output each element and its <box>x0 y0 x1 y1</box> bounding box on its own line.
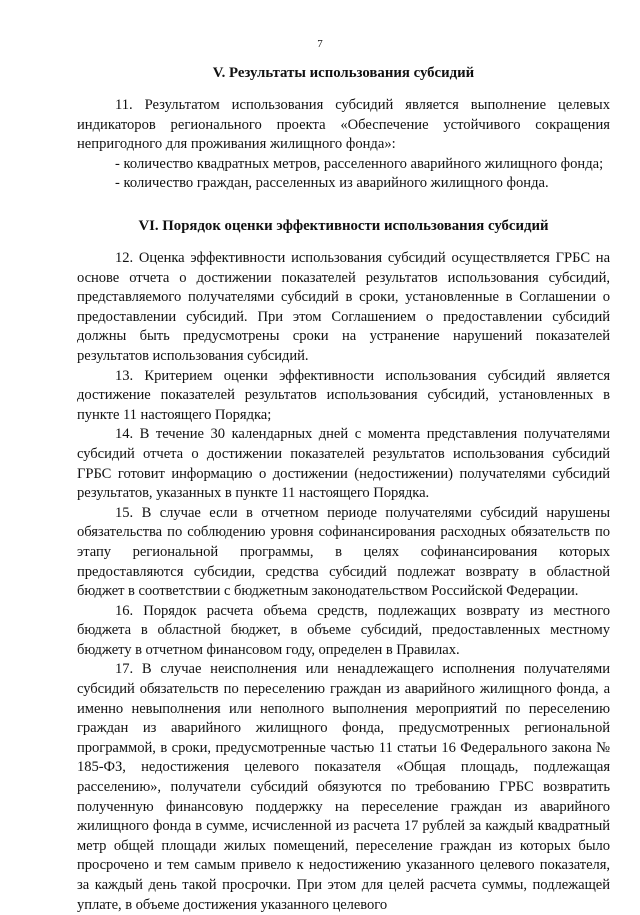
paragraph-14: 14. В течение 30 календарных дней с момента представления получателями субсидий отчета о достижении показателей результатов использования субсидий ГРБС готовит информацию о достижении (недостижении) получателями субсидий результатов, указанных в пункте 11 настоящего Порядка. <box>77 426 610 502</box>
list-item-square-meters: - количество квадратных метров, расселенного аварийного жилищного фонда; <box>115 155 604 172</box>
paragraph-17: 17. В случае неисполнения или ненадлежащего исполнения получателями субсидий обязательств по переселению граждан из аварийного жилищного фонда, а именно невыполнения или неполного выполнения мероприятий по переселению граждан из аварийного жилищного фонда, предусмотренных региональной программой, в сроки, предусмотренные частью 11 статьи 16 Федерального закона № 185-ФЗ, недостижения целевого показателя «Общая площадь, подлежащая расселению», получатели субсидий обязуются по требованию ГРБС возвратить полученную финансовую поддержку на переселение граждан из аварийного жилищного фонда в сумме, исчисленной из расчета 17 рублей за каждый квадратный метр общей площади жилых помещений, переселение граждан из которых было просрочено и тем самым привело к недостижению указанного целевого показателя, за каждый день такой просрочки. При этом для целей расчета суммы, подлежащей уплате, в объеме достижения указанного целевого <box>77 661 610 913</box>
paragraph-13: 13. Критерием оценки эффективности использования субсидий является достижение показателей результатов использования субсидий, установленных в пункте 11 настоящего Порядка; <box>77 367 610 423</box>
list-item-citizens: - количество граждан, расселенных из аварийного жилищного фонда. <box>115 175 549 192</box>
section-6-body <box>77 249 610 915</box>
page-number: 7 <box>317 38 323 50</box>
paragraph-11: 11. Результатом использования субсидий является выполнение целевых индикаторов регионального проекта «Обеспечение устойчивого сокращения непригодного для проживания жилищного фонда»: <box>77 97 610 153</box>
section-5-body <box>77 96 610 194</box>
section-6-heading: VI. Порядок оценки эффективности использования субсидий <box>138 218 549 234</box>
paragraph-16: 16. Порядок расчета объема средств, подлежащих возврату из местного бюджета в областной бюджет, в объеме субсидий, предоставленных местному бюджету в отчетном финансовом году, определен в Правилах. <box>77 602 610 658</box>
paragraph-12: 12. Оценка эффективности использования субсидий осуществляется ГРБС на основе отчета о достижении показателей результатов использования субсидий, представляемого получателями субсидий в сроки, установленные в Соглашении о предоставлении субсидий. При этом Соглашением о предоставлении субсидий должны быть предусмотрены сроки на устранение нарушений показателей результатов использования субсидий. <box>77 250 610 364</box>
section-5-heading: V. Результаты использования субсидий <box>212 65 475 81</box>
paragraph-15: 15. В случае если в отчетном периоде получателями субсидий нарушены обязательства по соблюдению уровня софинансирования расходных обязательств по этапу региональной программы, в целях софинансирования которых предоставляются субсидии, средства субсидий подлежат возврату в областной бюджет в соответствии с бюджетным законодательством Российской Федерации. <box>77 504 610 600</box>
